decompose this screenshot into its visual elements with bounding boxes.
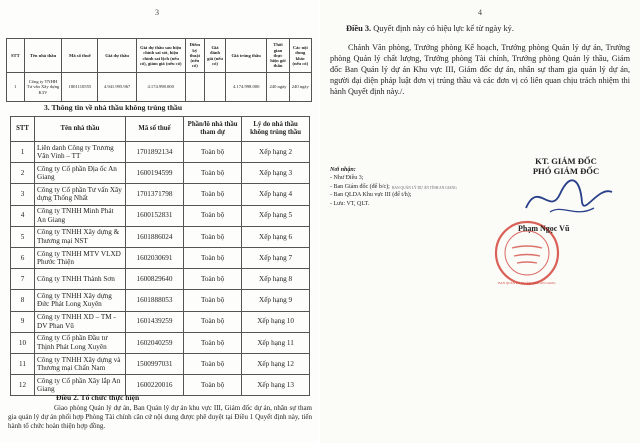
table-cell: 1602030691 (125, 247, 183, 268)
table-cell: 5 (11, 226, 35, 247)
table-cell: 1701371798 (125, 184, 183, 205)
table-row (11, 142, 310, 163)
table-row (11, 184, 310, 205)
table-cell: 3 (11, 184, 35, 205)
header-cell: Mã số thuế (125, 117, 183, 142)
article-3-label: Điều 3. (346, 24, 372, 33)
article-3-body: Chánh Văn phòng, Trưởng phòng Kế hoạch, Trưởng phòng Quản lý dự án, Trưởng phòng Quản lý chất lượng, Trưởng phòng Tài chính, Trưởng phòng Quản lý thầu, Giám đốc Ban Quản lý dự án Khu vực III, Giám đốc dự án, nhân sự tham gia quản lý dự án, người đại diện pháp luật đơn vị trúng thầu và các đơn vị có liên quan chịu trách nhiệm thi hành Quyết định này./. (330, 43, 630, 96)
table-cell: Toàn bộ (184, 247, 242, 268)
table-cell: Công ty Cổ phần Xây lắp An Giang (35, 375, 126, 396)
table-body (11, 142, 310, 396)
page-number: 4 (478, 8, 482, 17)
header-cell: Điểm kỹ thuật (nếu có) (185, 39, 205, 73)
table-cell: Xếp hạng 7 (242, 247, 310, 268)
article-2-title: Điều 2. Tổ chức thực hiện (56, 393, 140, 402)
table-cell: 4 (11, 205, 35, 226)
table-cell: 240 ngày (289, 73, 311, 102)
table-cell: Toàn bộ (184, 205, 242, 226)
recipient-item: - Như Điều 3; (330, 175, 364, 182)
table-cell: Công ty TNHH Xây dựng & Thương mại NST (35, 226, 126, 247)
table-cell: 1601439259 (125, 311, 183, 332)
table-row (11, 247, 310, 268)
page-number: 3 (155, 8, 159, 17)
table-cell: 1600220016 (125, 375, 183, 396)
header-cell: Lý do nhà thầu không trúng thầu (242, 117, 310, 142)
table-cell: Liên danh Công ty Trương Văn Vinh – TT (35, 142, 126, 163)
table-cell: 1600152831 (125, 205, 183, 226)
table-cell: 7 (11, 269, 35, 290)
table-row (11, 205, 310, 226)
table-cell: Công ty TNHH Xây dựng Đức Phát Long Xuyên (35, 290, 126, 311)
table-cell: Xếp hạng 12 (242, 353, 310, 374)
table-cell: 2 (11, 163, 35, 184)
table-cell (205, 73, 226, 102)
header-cell: Mã số thuế (62, 39, 98, 73)
table-row (11, 226, 310, 247)
header-cell: Giá dự thầu sau hiệu chỉnh sai sót, hiệu chỉnh sai lệch (nếu có), giảm giá (nếu có) (136, 39, 185, 73)
table-cell: 6 (11, 247, 35, 268)
table-cell: 1 (11, 142, 35, 163)
header-cell: Tên nhà thầu (24, 39, 62, 73)
table-cell: Xếp hạng 5 (242, 205, 310, 226)
table-cell: Toàn bộ (184, 142, 242, 163)
table-header-row (7, 39, 312, 73)
table-cell: Xếp hạng 4 (242, 184, 310, 205)
section-title: 3. Thông tin về nhà thầu không trúng thầu (44, 103, 183, 112)
header-cell: Tên nhà thầu (35, 117, 126, 142)
sign-line-2: PHÓ GIÁM ĐỐC (532, 166, 600, 176)
header-cell: STT (11, 117, 35, 142)
table-row (11, 163, 310, 184)
header-cell: Giá trúng thầu (225, 39, 266, 73)
table-cell: Xếp hạng 2 (242, 142, 310, 163)
table-cell: Công ty TNHH Tư vấn Xây dựng K3V (24, 73, 62, 102)
table-cell: 4.174.998.000 (225, 73, 266, 102)
table-cell: Công ty Cổ phần Đầu tư Thịnh Phát Long Xuyên (35, 332, 126, 353)
table-cell: Toàn bộ (184, 290, 242, 311)
table-row (7, 73, 312, 102)
stamp-text: BAN QUẢN LÝ DỰ ÁN TỈNH AN GIANG (498, 281, 556, 285)
table-cell: Xếp hạng 6 (242, 226, 310, 247)
table-cell: 1601888053 (125, 290, 183, 311)
table-cell: 10 (11, 332, 35, 353)
header-cell: Các nội dung khác (nếu có) (289, 39, 311, 73)
winning-bid-table (6, 38, 312, 102)
sign-line-1: KT. GIÁM ĐỐC (535, 156, 597, 166)
table-row (11, 290, 310, 311)
table-cell: Công ty TNHH XD – TM - DV Phan Vũ (35, 311, 126, 332)
table-cell: 1701892134 (125, 142, 183, 163)
table-cell: 4.941.995.967 (98, 73, 136, 102)
table-cell: 1801110555 (62, 73, 98, 102)
table-cell: Công ty TNHH MTV VLXD Phước Thiện (35, 247, 126, 268)
table-cell: Công ty TNHH Thành Sơn (35, 269, 126, 290)
recipient-item: - Ban Giám đốc (để b/c); (330, 183, 390, 190)
recipient-item: - Ban QLDA Khu vực III (để t/h); (330, 192, 412, 199)
table-cell: Toàn bộ (184, 353, 242, 374)
header-cell: Phần/lô nhà thầu tham dự (184, 117, 242, 142)
table-row (11, 269, 310, 290)
handwritten-signature (520, 172, 620, 226)
table-cell: Xếp hạng 11 (242, 332, 310, 353)
table-cell: 1600829640 (125, 269, 183, 290)
table-cell: 1 (7, 73, 25, 102)
table-cell: 1600194599 (125, 163, 183, 184)
article-3 (346, 24, 514, 33)
table-cell: 240 ngày (267, 73, 289, 102)
table-row (11, 353, 310, 374)
signer-name: Phạm Ngọc Vũ (518, 224, 570, 233)
header-cell: Giá đánh giá (nếu có) (205, 39, 226, 73)
table-cell: Xếp hạng 13 (242, 375, 310, 396)
table-row (11, 311, 310, 332)
header-cell: Giá dự thầu (98, 39, 136, 73)
table-cell: Xếp hạng 8 (242, 269, 310, 290)
table-cell: 8 (11, 290, 35, 311)
table-cell: Xếp hạng 9 (242, 290, 310, 311)
small-print: BAN QUẢN LÝ DỰ ÁN TỈNH AN GIANG (392, 186, 457, 190)
table-cell: 11 (11, 353, 35, 374)
table-cell: Xếp hạng 10 (242, 311, 310, 332)
table-cell: Toàn bộ (184, 269, 242, 290)
table-header-row (11, 117, 310, 142)
table-cell (185, 73, 205, 102)
table-cell: 1500997031 (125, 353, 183, 374)
recipient-item: - Lưu: VT, QLT. (330, 200, 370, 207)
table-row (11, 332, 310, 353)
header-cell: STT (7, 39, 25, 73)
recipients-label: Nơi nhận: (330, 167, 356, 173)
table-cell: Công ty TNHH Minh Phát An Giang (35, 205, 126, 226)
table-cell: 1602040259 (125, 332, 183, 353)
table-cell: Toàn bộ (184, 163, 242, 184)
table-cell: Công ty Cổ phần Tư vấn Xây dựng Thống Nhất (35, 184, 126, 205)
table-cell: Công ty Cổ phần Địa ốc An Giang (35, 163, 126, 184)
table-cell: Toàn bộ (184, 332, 242, 353)
header-cell: Thời gian thực hiện gói thầu (267, 39, 289, 73)
table-cell: 12 (11, 375, 35, 396)
table-cell: Toàn bộ (184, 226, 242, 247)
table-cell: Toàn bộ (184, 375, 242, 396)
table-cell: Công ty TNHH Xây dựng và Thương mại Chấn Nam (35, 353, 126, 374)
table-cell: 1601886024 (125, 226, 183, 247)
article-3-text: Quyết định này có hiệu lực kể từ ngày ký. (373, 24, 514, 33)
table-cell: Toàn bộ (184, 311, 242, 332)
article-2-text: Giao phòng Quản lý dự án, Ban Quản lý dự án khu vực III, Giám đốc dự án, nhân sự tham gia quản lý dự án phối hợp Phòng Tài chính căn cứ nội dung được phê duyệt tại Điều 1 Quyết định này, tiến hành tổ chức hoàn thiện hợp đồng. (8, 404, 312, 430)
left-page (0, 0, 318, 443)
losing-bidders-table (10, 116, 310, 396)
table-cell: 4.174.998.000 (136, 73, 185, 102)
table-cell: Xếp hạng 3 (242, 163, 310, 184)
table-cell: Toàn bộ (184, 184, 242, 205)
table-cell: 9 (11, 311, 35, 332)
